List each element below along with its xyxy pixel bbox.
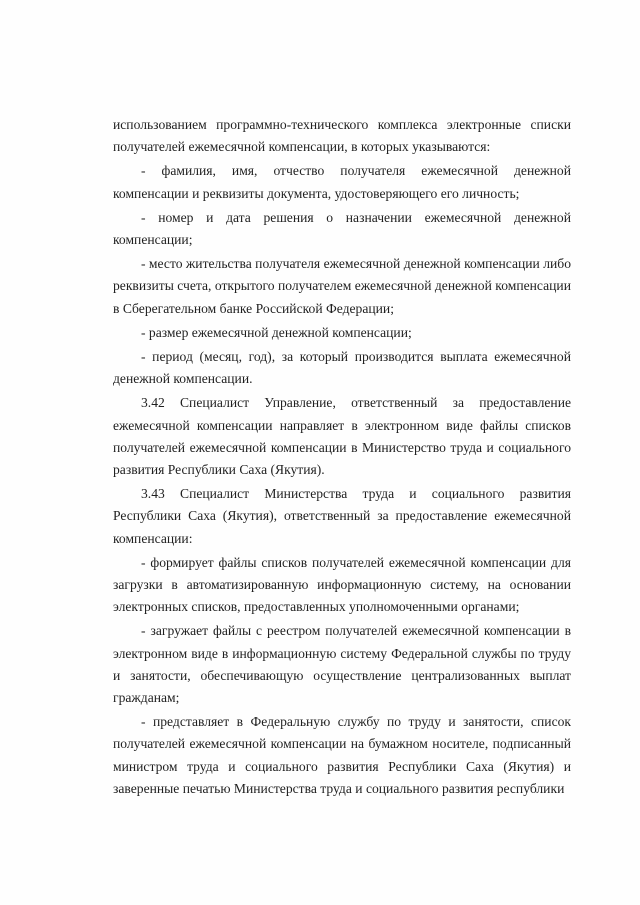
list-item-full-name: - фамилия, имя, отчество получателя ежемесячной денежной компенсации и реквизиты документа, удостоверяющего его личность;: [113, 163, 571, 201]
list-item-period: - период (месяц, год), за который производится выплата ежемесячной денежной компенсации.: [113, 349, 571, 387]
list-item-residence: - место жительства получателя ежемесячной денежной компенсации либо реквизиты счета, открытого получателем ежемесячной денежной компенсации в Сберегательном банке Российской Федерации;: [113, 256, 571, 316]
clause-3-43: 3.43 Специалист Министерства труда и социального развития Республики Саха (Якутия), ответственный за предоставление ежемесячной компенсации:: [113, 486, 571, 546]
list-item-amount: - размер ежемесячной денежной компенсации;: [141, 324, 412, 340]
clause-3-42: 3.42 Специалист Управление, ответственный за предоставление ежемесячной компенсации направляет в электронном виде файлы списков получателей ежемесячной компенсации в Министерство труда и социального развития Республики Саха (Якутия).: [113, 395, 571, 478]
list-item-forms-files: - формирует файлы списков получателей ежемесячной компенсации для загрузки в автоматизированную информационную систему, на основании электронных списков, предоставленных уполномоченными органами;: [113, 554, 571, 615]
paragraph-continuation: использованием программно-технического комплекса электронные списки получателей ежемесячной компенсации, в которых указываются:: [113, 117, 571, 155]
document-body: [113, 114, 571, 802]
list-item-uploads-files: - загружает файлы с реестром получателей ежемесячной компенсации в электронном виде в информационную систему Федеральной службы по труду и занятости, обеспечивающую осуществление централизованных выплат гражданам;: [113, 623, 571, 706]
list-item-decision-number: - номер и дата решения о назначении ежемесячной денежной компенсации;: [113, 209, 571, 248]
list-item-submits-list: - представляет в Федеральную службу по труду и занятости, список получателей ежемесячной компенсации на бумажном носителе, подписанный министром труда и социального развития Республики Саха (Якутия) и заверенные печатью Министерства труда и социального развития республики: [113, 714, 571, 796]
